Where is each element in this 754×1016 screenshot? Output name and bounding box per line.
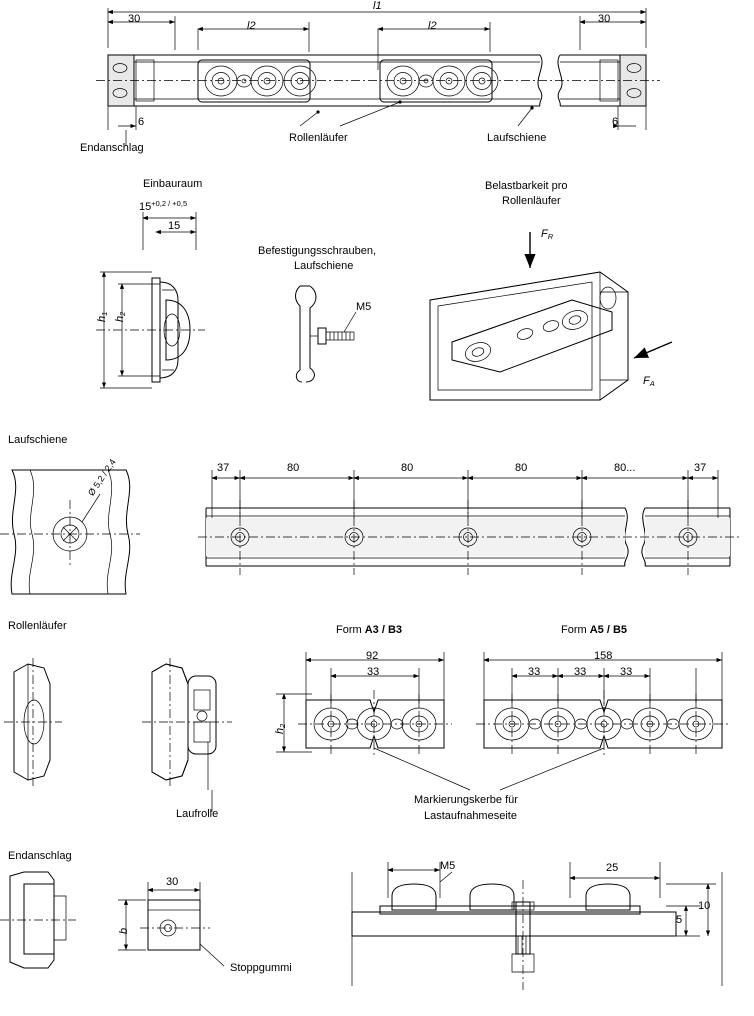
top-dim-l1 — [108, 8, 646, 48]
title-form-a3b3: Form A3 / B3 — [336, 624, 403, 636]
rail-dim-5: 37 — [694, 462, 707, 474]
label-force-axial: $F_A$ — [643, 375, 655, 388]
dim-30-right: 30 — [598, 13, 611, 25]
dim-l1-label: l1 — [373, 0, 382, 12]
title-laufschiene: Laufschiene — [8, 434, 68, 446]
fastener-view — [296, 286, 357, 382]
end-stop-section-view — [0, 872, 76, 968]
form-a5b5-overall: 158 — [594, 650, 613, 662]
dim-6-right: 6 — [612, 116, 619, 128]
label-rollenlaeufer-top: Rollenläufer — [289, 132, 348, 144]
form-a5b5-pitch-0: 33 — [528, 666, 541, 678]
rail-dim-1: 80 — [287, 462, 300, 474]
top-carriages — [198, 60, 498, 102]
dim-h2: $h_2$ — [114, 311, 127, 322]
title-fastener-1: Befestigungsschrauben, — [258, 245, 377, 257]
dim-15-inner: 15 — [168, 220, 181, 232]
mounting-dim-5: 5 — [676, 914, 683, 926]
dim-l2-right: l2 — [428, 20, 437, 32]
label-stoppgummi: Stoppgummi — [230, 962, 292, 974]
top-dim-6 — [108, 106, 646, 130]
end-stop-width: 30 — [166, 876, 179, 888]
mounting-screw-m5: M5 — [440, 860, 456, 872]
dim-h1: $h_1$ — [96, 311, 109, 322]
form-a5b5-view — [476, 652, 730, 756]
rail-section-view — [0, 470, 140, 594]
mounting-detail-view — [352, 862, 722, 990]
label-screw-m5: M5 — [356, 301, 372, 313]
label-endanschlag-top: Endanschlag — [80, 142, 144, 154]
form-a3b3-height: $h_2$ — [274, 723, 287, 734]
title-form-a5b5: Form A5 / B5 — [561, 624, 628, 636]
rail-dim-3: 80 — [515, 462, 528, 474]
label-laufrolle: Laufrolle — [176, 808, 219, 820]
rail-dim-2: 80 — [401, 462, 414, 474]
form-a3b3-view — [276, 652, 452, 756]
end-stop-front-view — [118, 882, 224, 966]
end-stop-height: b — [118, 927, 130, 934]
title-einbauraum: Einbauraum — [143, 178, 203, 190]
carriage-front-view — [4, 658, 62, 788]
notch-note-2: Lastaufnahmeseite — [424, 810, 517, 822]
notch-note-1: Markierungskerbe für — [414, 794, 518, 806]
title-load-1: Belastbarkeit pro — [485, 180, 568, 192]
label-force-radial: $F_R$ — [541, 228, 554, 241]
mounting-dim-10: 10 — [698, 900, 711, 912]
carriage-section-view — [142, 658, 232, 790]
form-a3b3-pitch: 33 — [367, 666, 380, 678]
label-laufschiene-top: Laufschiene — [487, 132, 547, 144]
dim-hole-diameter: Ø 5,2 / 2,4 — [86, 457, 118, 498]
rail-dim-4: 80... — [614, 462, 636, 474]
form-a3b3-overall: 92 — [366, 650, 379, 662]
title-endanschlag: Endanschlag — [8, 850, 72, 862]
title-fastener-2: Laufschiene — [294, 260, 354, 272]
load-capacity-view — [430, 232, 672, 400]
mounting-dim-25: 25 — [606, 862, 619, 874]
title-load-2: Rollenläufer — [502, 195, 561, 207]
title-rollenlaeufer: Rollenläufer — [8, 620, 67, 632]
form-a5b5-pitch-1: 33 — [574, 666, 587, 678]
dim-30-left: 30 — [128, 13, 141, 25]
dim-6-left: 6 — [138, 116, 145, 128]
rail-long-view — [198, 470, 740, 575]
install-space-view — [96, 212, 205, 388]
rail-dim-0: 37 — [217, 462, 230, 474]
notch-leaders — [374, 748, 604, 790]
form-a5b5-pitch-2: 33 — [620, 666, 633, 678]
dim-l2-left: l2 — [247, 20, 256, 32]
dim-15-tolerance: $15^{+0,2 / +0,5}$ — [139, 199, 188, 213]
